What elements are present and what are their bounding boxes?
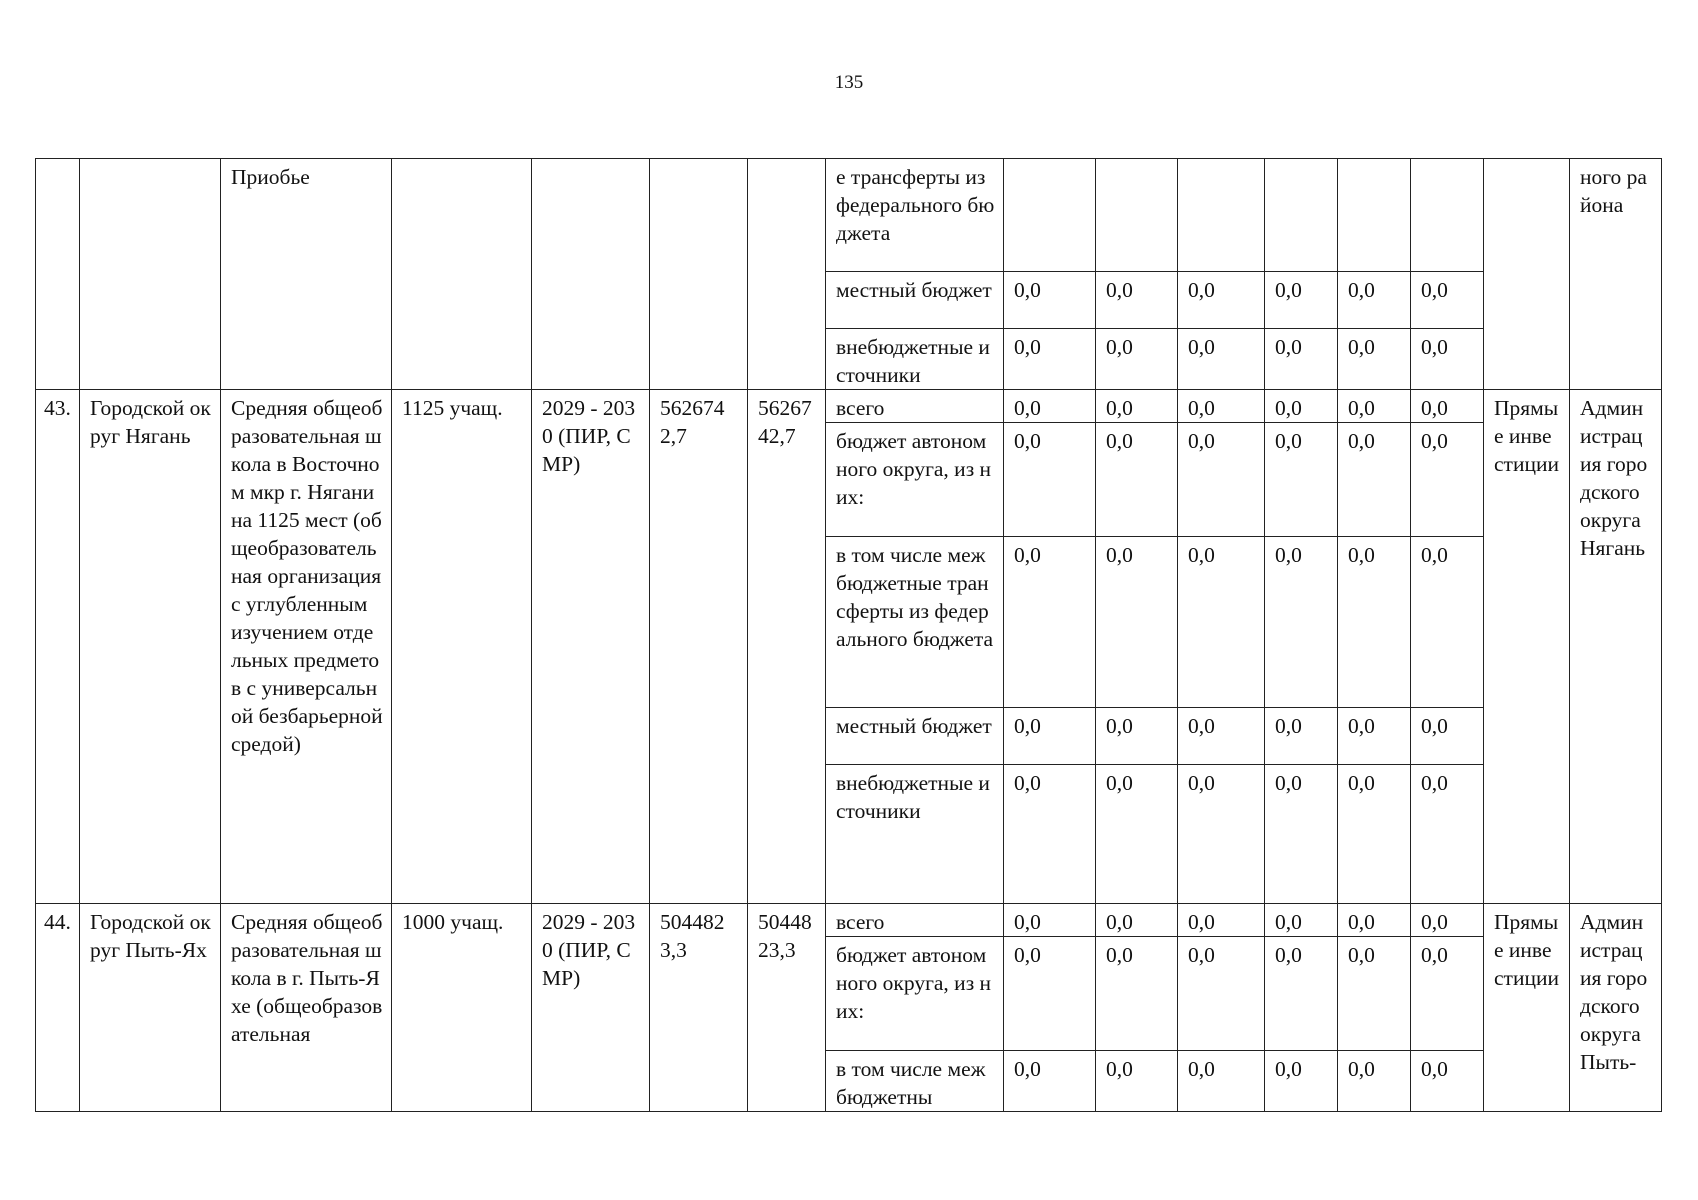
value-cell: 0,0 — [1178, 765, 1265, 904]
entry-number-cell — [36, 159, 80, 390]
value-cell — [1096, 159, 1178, 272]
value-cell: 0,0 — [1338, 537, 1411, 708]
value-cell: 0,0 — [1004, 708, 1096, 765]
responsible-cell: ного района — [1570, 159, 1662, 390]
value-cell: 0,0 — [1004, 1051, 1096, 1112]
funding-source-cell: внебюджетные источники — [826, 765, 1004, 904]
funding-source-cell: е трансферты из федерального бюджета — [826, 159, 1004, 272]
value-cell: 0,0 — [1411, 1051, 1484, 1112]
funding-source-cell: в том числе межбюджетные трансферты из федерального бюджета — [826, 537, 1004, 708]
value-cell: 0,0 — [1265, 423, 1338, 537]
value-cell: 0,0 — [1411, 329, 1484, 390]
funding-source-cell: местный бюджет — [826, 272, 1004, 329]
funding-source-cell: всего — [826, 390, 1004, 423]
estimated-cost-cell: 5044823,3 — [650, 904, 748, 1112]
value-cell: 0,0 — [1178, 390, 1265, 423]
funding-source-cell: внебюджетные источники — [826, 329, 1004, 390]
funding-source-cell: всего — [826, 904, 1004, 937]
value-cell: 0,0 — [1265, 937, 1338, 1051]
value-cell: 0,0 — [1096, 390, 1178, 423]
value-cell: 0,0 — [1004, 390, 1096, 423]
municipality-cell — [80, 159, 221, 390]
investment-objects-table — [35, 158, 1662, 1112]
value-cell: 0,0 — [1411, 272, 1484, 329]
remaining-cost-cell: 5626742,7 — [748, 390, 826, 904]
value-cell: 0,0 — [1411, 423, 1484, 537]
value-cell: 0,0 — [1178, 329, 1265, 390]
value-cell: 0,0 — [1411, 765, 1484, 904]
entry-number-cell: 44. — [36, 904, 80, 1112]
municipality-cell: Городской округ Пыть-Ях — [80, 904, 221, 1112]
value-cell — [1004, 159, 1096, 272]
funding-type-cell: Прямые инвестиции — [1484, 390, 1570, 904]
value-cell: 0,0 — [1265, 272, 1338, 329]
value-cell: 0,0 — [1096, 537, 1178, 708]
value-cell: 0,0 — [1096, 1051, 1178, 1112]
value-cell — [1338, 159, 1411, 272]
value-cell: 0,0 — [1096, 708, 1178, 765]
value-cell: 0,0 — [1338, 937, 1411, 1051]
value-cell: 0,0 — [1178, 904, 1265, 937]
page-number: 135 — [834, 72, 864, 93]
value-cell: 0,0 — [1411, 904, 1484, 937]
value-cell: 0,0 — [1096, 904, 1178, 937]
value-cell: 0,0 — [1338, 904, 1411, 937]
value-cell: 0,0 — [1004, 329, 1096, 390]
value-cell: 0,0 — [1338, 1051, 1411, 1112]
value-cell: 0,0 — [1004, 272, 1096, 329]
value-cell: 0,0 — [1265, 708, 1338, 765]
value-cell: 0,0 — [1338, 390, 1411, 423]
value-cell: 0,0 — [1265, 904, 1338, 937]
value-cell: 0,0 — [1004, 537, 1096, 708]
estimated-cost-cell: 5626742,7 — [650, 390, 748, 904]
value-cell: 0,0 — [1265, 329, 1338, 390]
value-cell: 0,0 — [1178, 423, 1265, 537]
funding-source-cell: местный бюджет — [826, 708, 1004, 765]
value-cell: 0,0 — [1004, 937, 1096, 1051]
table-row — [36, 904, 1662, 937]
value-cell: 0,0 — [1004, 765, 1096, 904]
remaining-cost-cell — [748, 159, 826, 390]
funding-source-cell: бюджет автономного округа, из них: — [826, 423, 1004, 537]
capacity-cell — [392, 159, 532, 390]
value-cell: 0,0 — [1338, 423, 1411, 537]
responsible-cell: Администрация городского округа Нягань — [1570, 390, 1662, 904]
value-cell: 0,0 — [1338, 708, 1411, 765]
value-cell: 0,0 — [1096, 272, 1178, 329]
funding-type-cell: Прямые инвестиции — [1484, 904, 1570, 1112]
funding-type-cell — [1484, 159, 1570, 390]
value-cell: 0,0 — [1411, 937, 1484, 1051]
value-cell: 0,0 — [1411, 390, 1484, 423]
value-cell: 0,0 — [1411, 708, 1484, 765]
value-cell — [1178, 159, 1265, 272]
value-cell: 0,0 — [1178, 937, 1265, 1051]
object-name-cell: Средняя общеобразовательная школа в Восточном мкр г. Нягани на 1125 мест (общеобразовательная организация с углубленным изучением отдельных предметов с универсальной безбарьерной средой) — [221, 390, 392, 904]
value-cell: 0,0 — [1178, 1051, 1265, 1112]
value-cell: 0,0 — [1265, 765, 1338, 904]
period-cell: 2029 - 2030 (ПИР, СМР) — [532, 904, 650, 1112]
value-cell: 0,0 — [1265, 1051, 1338, 1112]
value-cell: 0,0 — [1265, 537, 1338, 708]
value-cell: 0,0 — [1004, 904, 1096, 937]
funding-source-cell: бюджет автономного округа, из них: — [826, 937, 1004, 1051]
object-name-cell: Приобье — [221, 159, 392, 390]
period-cell — [532, 159, 650, 390]
value-cell: 0,0 — [1096, 329, 1178, 390]
value-cell: 0,0 — [1096, 765, 1178, 904]
estimated-cost-cell — [650, 159, 748, 390]
capacity-cell: 1000 учащ. — [392, 904, 532, 1112]
entry-number-cell: 43. — [36, 390, 80, 904]
value-cell: 0,0 — [1004, 423, 1096, 537]
table-row — [36, 390, 1662, 423]
responsible-cell: Администрация городского округа Пыть- — [1570, 904, 1662, 1112]
value-cell: 0,0 — [1178, 708, 1265, 765]
value-cell: 0,0 — [1178, 537, 1265, 708]
value-cell — [1411, 159, 1484, 272]
remaining-cost-cell: 5044823,3 — [748, 904, 826, 1112]
value-cell: 0,0 — [1338, 329, 1411, 390]
funding-source-cell: в том числе межбюджетны — [826, 1051, 1004, 1112]
capacity-cell: 1125 учащ. — [392, 390, 532, 904]
table-row — [36, 159, 1662, 272]
value-cell: 0,0 — [1338, 272, 1411, 329]
value-cell: 0,0 — [1096, 937, 1178, 1051]
value-cell — [1265, 159, 1338, 272]
object-name-cell: Средняя общеобразовательная школа в г. Пыть-Яхе (общеобразовательная — [221, 904, 392, 1112]
value-cell: 0,0 — [1338, 765, 1411, 904]
value-cell: 0,0 — [1411, 537, 1484, 708]
municipality-cell: Городской округ Нягань — [80, 390, 221, 904]
period-cell: 2029 - 2030 (ПИР, СМР) — [532, 390, 650, 904]
value-cell: 0,0 — [1178, 272, 1265, 329]
value-cell: 0,0 — [1096, 423, 1178, 537]
value-cell: 0,0 — [1265, 390, 1338, 423]
